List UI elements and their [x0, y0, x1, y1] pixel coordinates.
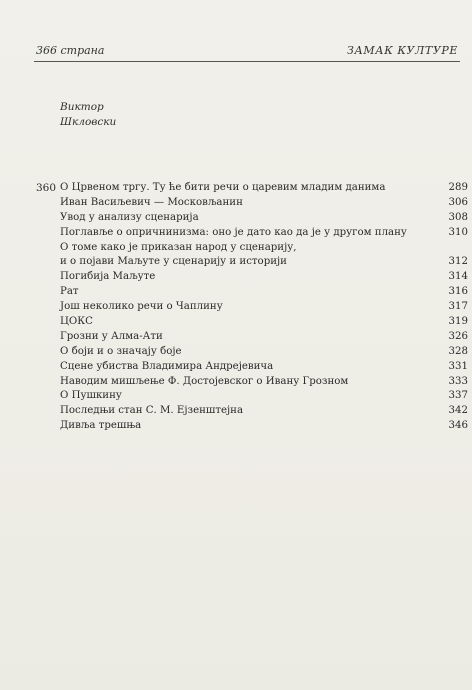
- toc-entry-title: Грозни у Алма-Ати: [60, 330, 163, 342]
- author-first-name: Виктор: [60, 101, 104, 113]
- toc-entry-title: Сцене убиства Владимира Андрејевича: [60, 360, 274, 372]
- toc-entry-page: 328: [448, 345, 468, 357]
- toc-entry-page: 310: [448, 226, 468, 238]
- toc-entry-title: Наводим мишљење Ф. Достојевског о Ивану Грозном: [60, 375, 349, 387]
- toc-row: [36, 181, 468, 196]
- toc-row: [36, 211, 468, 226]
- toc-row: [36, 419, 468, 434]
- toc-entry-title: Рат: [60, 286, 79, 298]
- toc-entry-title: О томе како је приказан народ у сценарију,: [60, 241, 297, 253]
- toc-row: [36, 360, 468, 375]
- toc-entry-title: Још неколико речи о Чаплину: [60, 301, 223, 313]
- toc-entry-title: и о појави Маљуте у сценарију и историји: [60, 256, 287, 268]
- toc-entry-page: 314: [448, 271, 468, 283]
- author-last-name: Шкловски: [60, 116, 117, 128]
- toc-row: [36, 226, 468, 241]
- toc-entry-page: 289: [448, 182, 468, 193]
- author-block: [60, 100, 116, 130]
- running-header: [36, 44, 458, 60]
- header-rule: [34, 61, 460, 62]
- book-title: ЗАМАК КУЛТУРЕ: [347, 44, 458, 57]
- toc-row: [36, 255, 468, 270]
- toc-entry-title: О Пушкину: [60, 390, 122, 402]
- toc-entry-page: 342: [448, 405, 468, 417]
- table-of-contents: [36, 181, 468, 434]
- toc-entry-page: 319: [448, 316, 468, 328]
- toc-row: [36, 285, 468, 300]
- toc-entry-title: Иван Васиљевич — Московљанин: [60, 196, 243, 208]
- toc-row: [36, 375, 468, 390]
- toc-entry-page: 312: [448, 256, 468, 268]
- toc-row: [36, 315, 468, 330]
- toc-row: [36, 345, 468, 360]
- toc-entry-title: ЦОКС: [60, 316, 93, 328]
- toc-row: [36, 300, 468, 315]
- toc-entry-page: 317: [448, 301, 468, 313]
- toc-entry-title: Увод у анализу сценарија: [60, 211, 199, 223]
- toc-entry-page: 308: [448, 211, 468, 223]
- toc-entry-page: 333: [448, 375, 468, 387]
- toc-entry-page: 316: [448, 286, 468, 298]
- toc-entry-page: 346: [448, 420, 468, 432]
- toc-row: [36, 241, 468, 256]
- margin-number: 360: [36, 182, 57, 194]
- toc-entry-page: 337: [448, 390, 468, 402]
- toc-entry-title: Дивља трешња: [60, 420, 142, 432]
- toc-row: [36, 404, 468, 419]
- toc-row: [36, 330, 468, 345]
- toc-entry-page: 306: [448, 196, 468, 208]
- toc-row: [36, 270, 468, 285]
- toc-row: [36, 196, 468, 211]
- page-number-label: 366 страна: [36, 44, 105, 57]
- toc-entry-title: О боји и о значају боје: [60, 345, 182, 357]
- toc-entry-title: Последњи стан С. М. Ејзенштејна: [60, 405, 244, 417]
- toc-entry-title: Погибија Маљуте: [60, 271, 156, 283]
- toc-entry-page: 331: [448, 360, 468, 372]
- toc-entry-title: Поглавље о опричнинизма: оно је дато као да је у другом плану: [60, 226, 407, 238]
- toc-entry-title: О Црвеном тргу. Ту ће бити речи о царевим младим данима: [60, 182, 386, 193]
- toc-row: [36, 389, 468, 404]
- toc-entry-page: 326: [448, 330, 468, 342]
